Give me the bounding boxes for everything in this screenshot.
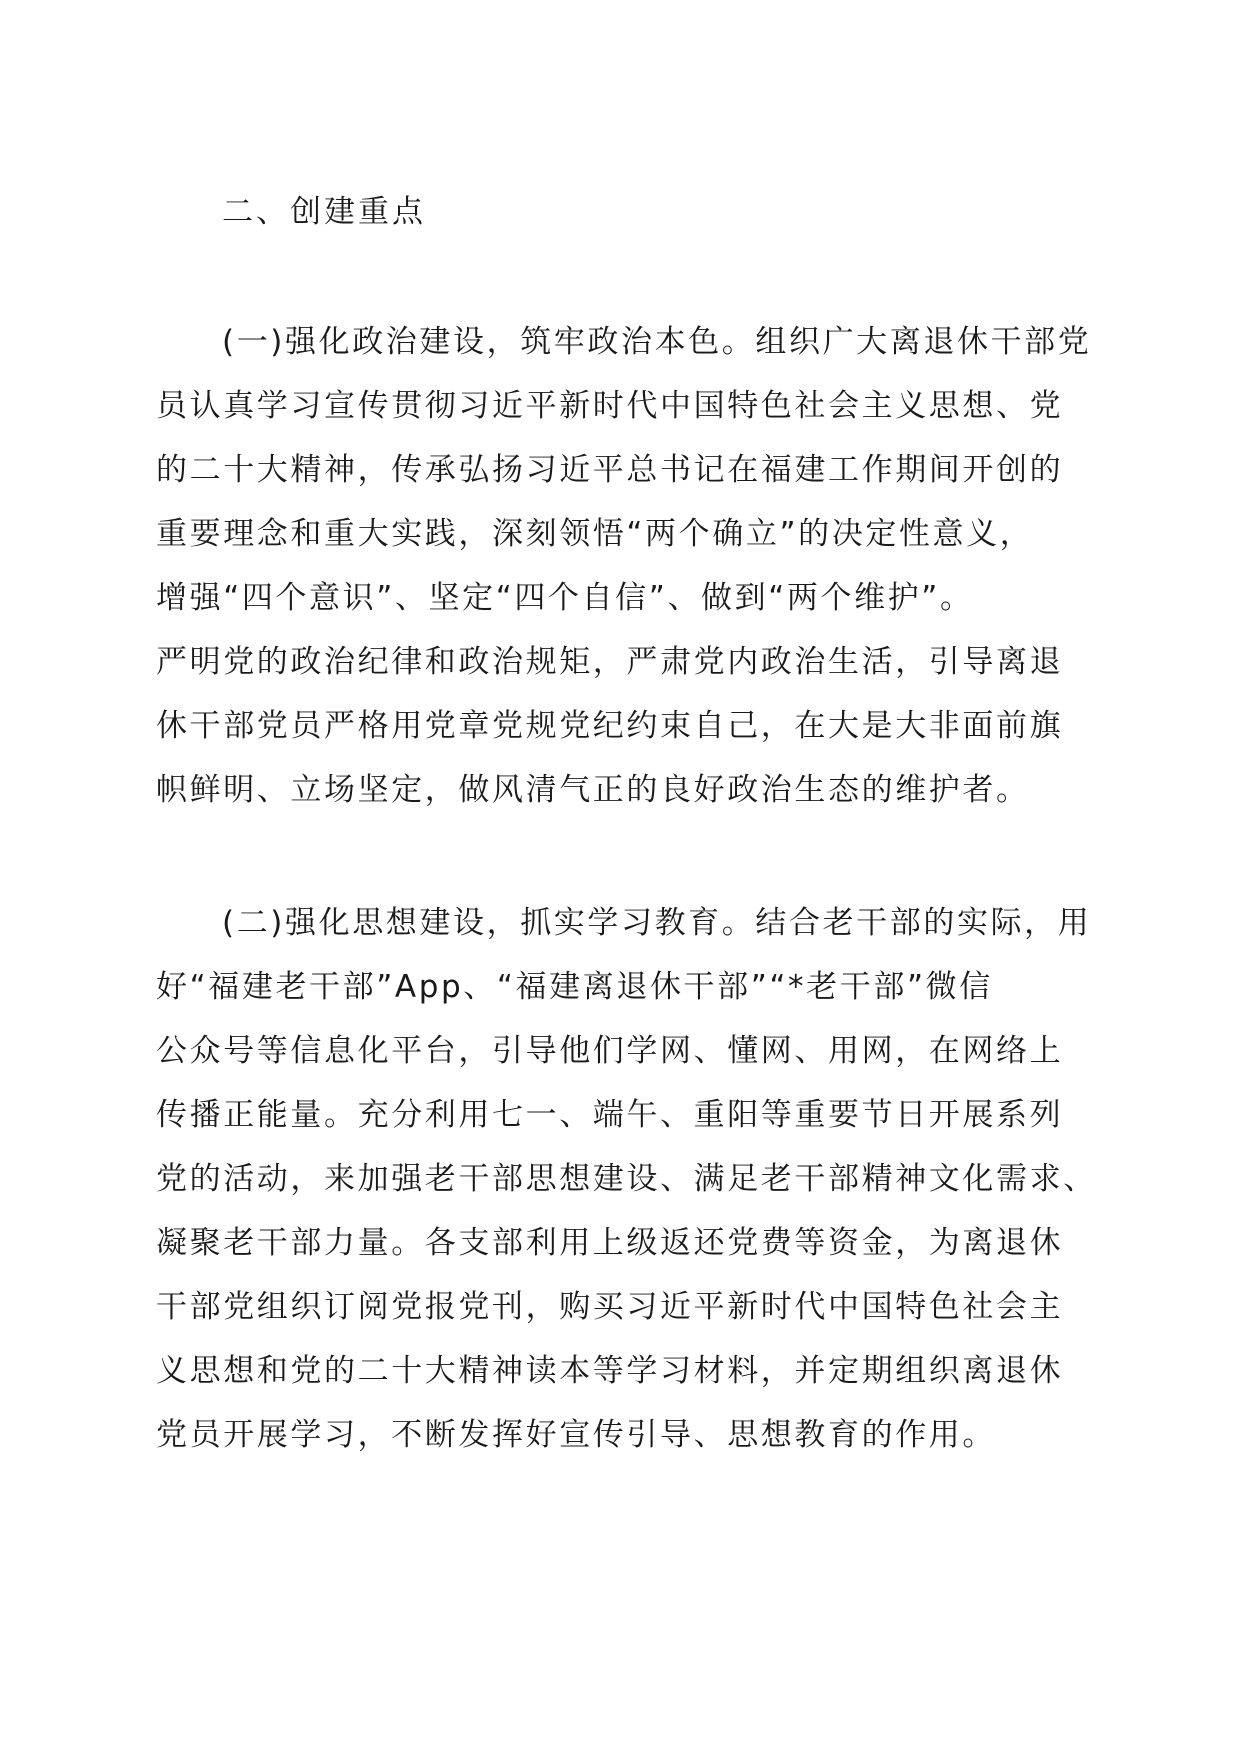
- paragraph-line: 重要理念和重大实践，深刻领悟“两个确立”的决定性意义，: [156, 516, 1034, 552]
- paragraph-line: 的二十大精神，传承弘扬习近平总书记在福建工作期间开创的: [156, 452, 1064, 488]
- paragraph-line: 严明党的政治纪律和政治规矩，严肃党内政治生活，引导离退: [156, 644, 1064, 680]
- paragraph-line: 帜鲜明、立场坚定，做风清气正的良好政治生态的维护者。: [156, 772, 1030, 808]
- paragraph-line: 义思想和党的二十大精神读本等学习材料，并定期组织离退休: [156, 1353, 1064, 1389]
- paragraph-line: 休干部党员严格用党章党规党纪约束自己，在大是大非面前旗: [156, 708, 1064, 744]
- paragraph-line: (一)强化政治建设，筑牢政治本色。组织广大离退休干部党: [222, 324, 1092, 360]
- paragraph-line: 传播正能量。充分利用七一、端午、重阳等重要节日开展系列: [156, 1097, 1064, 1133]
- paragraph-line: 公众号等信息化平台，引导他们学网、懂网、用网，在网络上: [156, 1033, 1064, 1069]
- section-heading: 二、创建重点: [222, 194, 426, 230]
- paragraph-line: 干部党组织订阅党报党刊，购买习近平新时代中国特色社会主: [156, 1289, 1064, 1325]
- paragraph-ideological-building: [156, 891, 1097, 1467]
- paragraph-line: 党员开展学习，不断发挥好宣传引导、思想教育的作用。: [156, 1417, 996, 1453]
- paragraph-line: 员认真学习宣传贯彻习近平新时代中国特色社会主义思想、党: [156, 388, 1064, 424]
- paragraph-line: 党的活动，来加强老干部思想建设、满足老干部精神文化需求、: [156, 1161, 1097, 1197]
- paragraph-line: 凝聚老干部力量。各支部利用上级返还党费等资金，为离退休: [156, 1225, 1064, 1261]
- paragraph-line: 增强“四个意识”、坚定“四个自信”、做到“两个维护”。: [156, 580, 974, 616]
- paragraph-political-building: [156, 310, 1092, 822]
- paragraph-line: (二)强化思想建设，抓实学习教育。结合老干部的实际，用: [222, 905, 1092, 941]
- paragraph-line: 好“福建老干部”App、“福建离退休干部”“*老干部”微信: [156, 969, 993, 1005]
